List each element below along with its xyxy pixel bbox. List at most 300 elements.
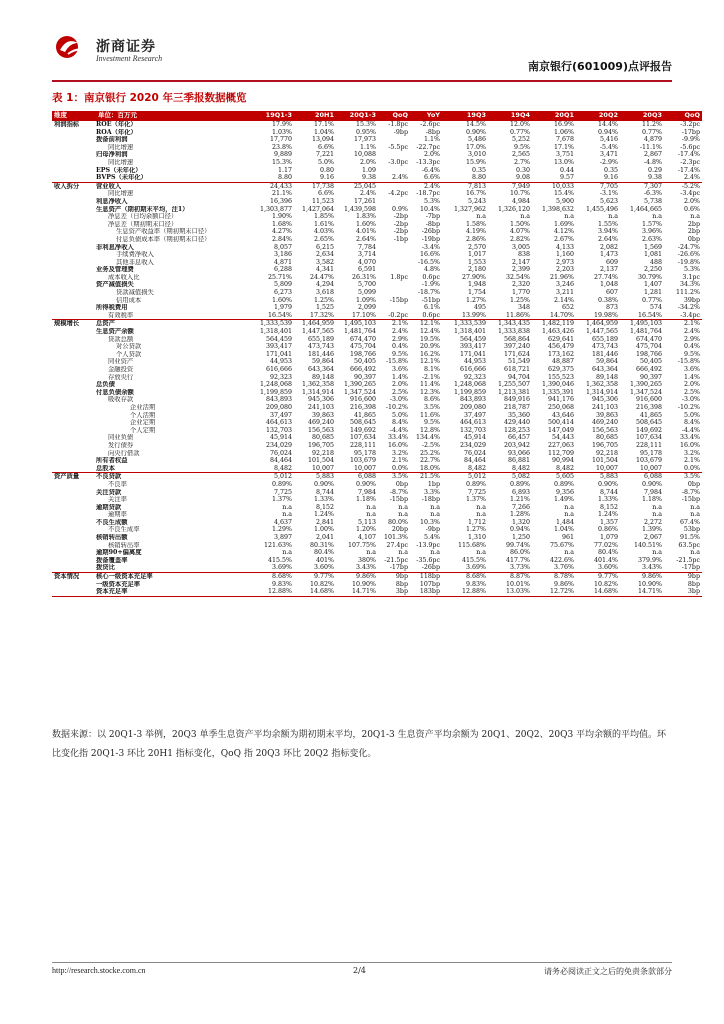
table-cell: 1,199,859 <box>259 388 292 396</box>
table-cell: 3.76% <box>553 564 574 572</box>
table-cell: 6,215 <box>315 243 334 251</box>
table-cell: -1.9% <box>421 281 440 289</box>
section-label <box>52 289 96 297</box>
table-cell: -34.2% <box>677 304 700 312</box>
table-row <box>52 526 702 534</box>
table-cell: -26bp <box>421 564 440 572</box>
table-cell: 11,523 <box>311 197 334 205</box>
table-cell: 33.4% <box>387 434 408 442</box>
table-cell: 250,068 <box>547 403 574 411</box>
table-cell: 1.37% <box>271 496 292 504</box>
section-label <box>52 343 96 351</box>
section-label <box>52 213 96 221</box>
data-table-container <box>52 111 700 597</box>
table-cell: 3.96% <box>641 228 662 236</box>
row-label: 拨备覆盖率 <box>96 556 128 564</box>
page-header <box>52 22 672 77</box>
table-cell: 181,446 <box>307 350 334 358</box>
table-cell: 574 <box>649 304 662 312</box>
table-cell <box>378 244 410 252</box>
table-cell: 1.27% <box>465 526 486 534</box>
table-cell: 228,111 <box>349 441 376 449</box>
table-row <box>52 473 702 481</box>
table-row <box>52 588 702 596</box>
table-cell: 0.6pc <box>422 311 440 319</box>
table-cell: 9.77% <box>576 573 620 581</box>
row-label: 关注率 <box>108 496 127 504</box>
table-cell: 2.5% <box>684 388 700 396</box>
table-cell: -3.4% <box>421 243 440 251</box>
table-cell: 1,314,914 <box>585 388 618 396</box>
table-cell: 1,335,391 <box>541 388 574 396</box>
table-cell: 508,645 <box>349 419 376 427</box>
row-label: ROE（年化） <box>96 121 137 128</box>
table-cell: 2.0% <box>684 381 700 389</box>
table-cell: 209,080 <box>265 403 292 411</box>
table-cell: 2.1% <box>378 320 410 328</box>
table-cell: 1,407 <box>643 281 662 289</box>
table-cell: 1.49% <box>553 496 574 504</box>
table-cell: 1.33% <box>313 496 334 504</box>
table-cell: 45,914 <box>269 434 292 442</box>
table-cell: 17.1% <box>313 121 334 128</box>
section-label <box>52 465 96 473</box>
table-cell: -2bp <box>393 220 408 228</box>
table-cell <box>378 151 410 159</box>
table-cell: 8.80 <box>471 174 486 182</box>
table-cell: 9.5% <box>684 350 700 358</box>
section-label <box>52 167 96 175</box>
table-cell: 19.98% <box>593 311 618 319</box>
table-cell: 20.9% <box>419 343 440 351</box>
table-cell: n.a <box>282 511 292 519</box>
table-cell: -2.9% <box>599 158 618 166</box>
table-row <box>52 358 702 366</box>
table-cell: 8,482 <box>273 464 292 472</box>
table-cell: 1.60% <box>271 296 292 304</box>
table-cell: 9.77% <box>294 573 336 581</box>
table-cell: 7,221 <box>315 151 334 159</box>
table-cell: 66,457 <box>507 434 530 442</box>
table-cell: 7,725 <box>273 488 292 496</box>
table-cell: -18.7pc <box>416 190 440 198</box>
table-cell: 15.9% <box>465 158 486 166</box>
table-cell: 1,447,565 <box>585 328 618 336</box>
row-label: 向央行借款 <box>108 449 140 457</box>
table-cell: 12.3% <box>419 388 440 396</box>
table-cell: 1.29% <box>271 526 292 534</box>
row-label: 总资产 <box>96 320 252 328</box>
table-cell: 0.90% <box>597 480 618 488</box>
table-cell <box>378 198 410 206</box>
row-label: 手续费净收入 <box>116 251 154 259</box>
table-cell: 43,646 <box>551 411 574 419</box>
table-cell: 1.90% <box>271 213 292 221</box>
table-cell: -1bp <box>393 235 408 243</box>
table-cell: 8,152 <box>315 503 334 511</box>
table-cell: 35,360 <box>507 411 530 419</box>
section-label <box>52 549 96 557</box>
column-header: 单位：百万元 <box>96 111 252 121</box>
table-row <box>52 511 702 519</box>
table-cell: 2.84% <box>271 235 292 243</box>
table-cell: 16.6% <box>419 251 440 259</box>
table-cell: 37,497 <box>463 411 486 419</box>
table-cell: 0.89% <box>509 480 530 488</box>
table-cell: 7,725 <box>467 488 486 496</box>
table-cell: -17bp <box>681 564 700 572</box>
table-cell: 1.8pc <box>390 273 408 281</box>
table-cell: 90,994 <box>551 457 574 465</box>
table-cell: 24,433 <box>252 182 294 190</box>
row-label: 同比增速 <box>108 143 134 151</box>
table-cell: 1.55% <box>597 220 618 228</box>
table-cell: 2,137 <box>599 266 618 274</box>
row-label: 利息净收入 <box>96 197 128 205</box>
table-cell: 3.60% <box>597 564 618 572</box>
table-cell: 464,613 <box>459 419 486 427</box>
column-header: 19Q3 <box>442 111 488 121</box>
table-cell: 568,864 <box>503 335 530 343</box>
table-cell: 5.4% <box>424 534 440 542</box>
table-cell: n.a <box>476 503 486 511</box>
table-cell: 10.01% <box>505 580 530 588</box>
table-cell: 5,416 <box>599 136 618 144</box>
table-cell: 12.72% <box>532 588 576 596</box>
table-cell: 8.80 <box>277 174 292 182</box>
table-cell <box>378 167 410 175</box>
table-cell <box>378 281 410 289</box>
table-cell: 9.38 <box>361 174 376 182</box>
table-cell: 1.37% <box>465 496 486 504</box>
section-label <box>52 304 96 312</box>
table-row <box>52 251 702 259</box>
table-cell <box>378 136 410 144</box>
table-cell: 1.4% <box>392 373 408 381</box>
table-cell: 8,482 <box>467 464 486 472</box>
table-cell: n.a <box>430 511 440 519</box>
table-cell: 643,364 <box>591 366 618 373</box>
table-cell: -2.3pc <box>680 158 700 166</box>
table-cell: 112,709 <box>547 449 574 457</box>
table-cell: 101.3% <box>383 534 408 542</box>
table-cell: 7,307 <box>620 182 664 190</box>
table-cell: 9.86% <box>553 580 574 588</box>
table-cell: 241,103 <box>591 403 618 411</box>
table-cell: -17.4% <box>677 166 700 174</box>
table-cell: 8bp <box>687 580 700 588</box>
table-cell: -19bp <box>421 235 440 243</box>
table-cell: 216,398 <box>635 403 662 411</box>
table-cell: 1,482,119 <box>532 320 576 328</box>
table-cell: 234,029 <box>459 441 486 449</box>
table-cell: 3.73% <box>509 564 530 572</box>
section-label <box>52 404 96 412</box>
report-title: 南京银行(601009)点评报告 <box>528 60 672 73</box>
table-cell: -5.2% <box>664 182 702 190</box>
table-cell: 9.5% <box>514 143 530 151</box>
table-cell: 183bp <box>410 588 442 596</box>
table-cell: 21.5% <box>410 473 442 481</box>
table-cell: 53bp <box>683 526 700 534</box>
row-label: 总股本 <box>96 464 115 472</box>
column-header: QoQ <box>378 111 410 121</box>
section-label <box>52 564 96 572</box>
table-cell: 3.5% <box>378 473 410 481</box>
table-cell: 9bp <box>664 573 702 581</box>
table-cell: 2.14% <box>553 296 574 304</box>
table-cell: 6,088 <box>620 473 664 481</box>
table-cell: -13.3pc <box>416 158 440 166</box>
table-cell: 1.06% <box>553 128 574 136</box>
table-cell: 1.58% <box>465 220 486 228</box>
table-cell: 13.99% <box>461 311 486 319</box>
table-cell: 44,953 <box>269 358 292 366</box>
table-cell: 5.3% <box>424 197 440 205</box>
table-cell: 2.4% <box>392 174 408 182</box>
table-cell: -11.1% <box>639 143 662 151</box>
table-cell: 8.68% <box>252 573 294 581</box>
table-cell: 5,738 <box>643 197 662 205</box>
table-cell: 84,464 <box>269 457 292 465</box>
table-row <box>52 481 702 489</box>
table-cell: 5.0% <box>684 411 700 419</box>
table-cell: 1.24% <box>313 511 334 519</box>
row-label: 核销转出额 <box>96 534 128 542</box>
section-label <box>52 412 96 420</box>
table-cell: 9,889 <box>273 151 292 159</box>
table-cell: 3bp <box>378 588 410 596</box>
table-cell: 2bp <box>687 228 700 236</box>
table-cell: 4.07% <box>509 228 530 236</box>
row-label: 非利息净收入 <box>96 243 134 251</box>
table-cell: 84,464 <box>463 457 486 465</box>
table-cell: 101,504 <box>591 457 618 465</box>
table-cell: n.a <box>366 549 376 557</box>
table-cell: 107,634 <box>635 434 662 442</box>
table-cell: n.a <box>366 511 376 519</box>
column-header: 维度 <box>52 111 96 121</box>
table-row <box>52 206 702 214</box>
table-cell: 3.94% <box>597 228 618 236</box>
table-cell: 198,766 <box>635 350 662 358</box>
table-cell: 16.0% <box>387 441 408 449</box>
column-header: 20H1 <box>294 111 336 121</box>
table-cell: 181,446 <box>591 350 618 358</box>
table-cell: 2.64% <box>597 235 618 243</box>
table-cell: 1,343,435 <box>488 320 532 328</box>
table-cell: -26bp <box>421 228 440 236</box>
table-cell: 629,641 <box>547 335 574 343</box>
table-cell: 0.86% <box>597 526 618 534</box>
table-row <box>52 434 702 442</box>
table-cell: 1,464,665 <box>629 205 662 213</box>
table-cell: 10.4% <box>419 205 440 213</box>
table-cell: 9bp <box>378 573 410 581</box>
table-row <box>52 549 702 557</box>
table-cell: -3.0pc <box>388 158 408 166</box>
table-cell: -5.4% <box>599 143 618 151</box>
table-row <box>52 221 702 229</box>
section-label <box>52 374 96 382</box>
row-label: 一级资本充足率 <box>96 580 141 588</box>
table-cell: 14.70% <box>549 311 574 319</box>
table-cell: 18.0% <box>419 464 440 472</box>
table-cell: -35.6pc <box>416 556 440 564</box>
table-cell: 1,347,524 <box>629 388 662 396</box>
table-row <box>52 442 702 450</box>
section-label <box>52 274 96 282</box>
table-cell: 5,113 <box>357 518 376 526</box>
row-label: BVPS（未年化） <box>96 174 147 182</box>
row-label: 逾期90+偏离度 <box>96 549 142 557</box>
table-cell: 0.4% <box>392 343 408 351</box>
table-cell: 2,320 <box>511 281 530 289</box>
table-cell: -3.0% <box>389 396 408 404</box>
table-cell: 3,471 <box>599 151 618 159</box>
table-cell: 3.6% <box>684 366 700 373</box>
table-cell: 10.7% <box>509 190 530 198</box>
table-row <box>52 236 702 244</box>
table-cell: 80.31% <box>309 541 334 549</box>
table-cell <box>378 182 410 190</box>
section-label <box>52 526 96 534</box>
row-label: 生息资产收益率（期初期末口径） <box>116 228 211 236</box>
table-cell: 2.86% <box>465 235 486 243</box>
table-cell: 50,405 <box>353 358 376 366</box>
row-label: 核心一级资本充足率 <box>96 573 252 581</box>
table-cell: 1,160 <box>555 251 574 259</box>
section-label: 收入拆分 <box>52 182 96 190</box>
table-cell: 26.31% <box>351 273 376 281</box>
table-cell: 1.4% <box>684 373 700 381</box>
table-cell: 3,246 <box>555 281 574 289</box>
row-label: 成本收入比 <box>108 273 140 281</box>
table-cell: -0.2pc <box>388 311 408 319</box>
table-cell: 9.08 <box>515 174 530 182</box>
table-row <box>52 489 702 497</box>
column-header: 19Q4 <box>488 111 532 121</box>
row-label: 关注贷款 <box>96 488 122 496</box>
column-header: 19Q1-3 <box>252 111 294 121</box>
table-cell: 2,867 <box>643 151 662 159</box>
table-cell <box>378 259 410 267</box>
footer-url-link[interactable]: http://research.stocke.com.cn <box>52 966 146 975</box>
table-cell: 173,162 <box>547 350 574 358</box>
table-cell: 12.1% <box>419 358 440 366</box>
table-cell: 121.63% <box>263 541 292 549</box>
table-cell: 655,189 <box>307 335 334 343</box>
table-cell: 2,973 <box>555 258 574 266</box>
table-cell: 9.38 <box>647 174 662 182</box>
table-cell: 1.85% <box>313 213 334 221</box>
table-row <box>52 174 702 182</box>
table-cell: 1,362,358 <box>301 381 334 389</box>
table-cell: 0.90% <box>465 128 486 136</box>
table-cell: n.a <box>430 549 440 557</box>
table-cell: 2,634 <box>315 251 334 259</box>
table-cell: 9.86% <box>620 573 664 581</box>
table-row <box>52 136 702 144</box>
table-cell: 10,088 <box>353 151 376 159</box>
row-label: 不良生成额 <box>96 518 128 526</box>
table-cell: 3.43% <box>641 564 662 572</box>
row-label: 不良贷款 <box>96 473 252 481</box>
table-cell: 1,427,064 <box>301 205 334 213</box>
table-cell: 12.88% <box>252 588 294 596</box>
table-cell: 417.7% <box>505 556 530 564</box>
table-cell: 41,865 <box>639 411 662 419</box>
table-cell: 51,549 <box>507 358 530 366</box>
table-cell: 13.03% <box>488 588 532 596</box>
table-cell: n.a <box>520 213 530 221</box>
table-row <box>52 312 702 320</box>
table-cell: 1.21% <box>509 496 530 504</box>
table-cell: 216,398 <box>349 403 376 411</box>
row-label: 同业资产 <box>108 358 134 366</box>
table-cell: 1.61% <box>313 220 334 228</box>
row-label: 个人活期 <box>130 411 156 419</box>
table-cell: 90,397 <box>639 373 662 381</box>
table-cell: 1,079 <box>599 534 618 542</box>
table-cell: -1.8pc <box>388 121 408 128</box>
table-cell: 17,770 <box>269 136 292 144</box>
table-cell: 67.4% <box>679 518 700 526</box>
table-row <box>52 573 702 581</box>
table-cell: 11.4% <box>419 381 440 389</box>
table-cell: 415.5% <box>461 556 486 564</box>
table-cell: 1,255,507 <box>497 381 530 389</box>
row-label: 拨贷比 <box>96 564 115 572</box>
table-cell: 228,111 <box>635 441 662 449</box>
table-cell: 0bp <box>395 480 408 488</box>
section-label <box>52 396 96 404</box>
section-label <box>52 312 96 320</box>
table-cell: 12.1% <box>410 320 442 328</box>
table-cell: -4.4% <box>389 426 408 434</box>
section-label <box>52 206 96 214</box>
row-label: 资产减值损失 <box>96 281 134 289</box>
table-cell: 422.6% <box>549 556 574 564</box>
table-cell: 63.5pc <box>678 541 700 549</box>
table-cell: 1,495,103 <box>336 320 378 328</box>
table-cell: 8,482 <box>555 464 574 472</box>
table-cell: 3.2% <box>684 449 700 457</box>
table-cell: 24.47% <box>309 273 334 281</box>
table-body <box>52 121 702 596</box>
table-row <box>52 336 702 344</box>
table-cell: 21.1% <box>271 190 292 198</box>
table-cell: 34.3% <box>679 281 700 289</box>
table-cell: 6,088 <box>336 473 378 481</box>
table-header-row <box>52 111 702 121</box>
table-cell: 27.90% <box>461 273 486 281</box>
table-cell: 4,984 <box>511 197 530 205</box>
table-cell: 3.5% <box>424 403 440 411</box>
table-cell: 218,787 <box>503 403 530 411</box>
table-cell: 10.82% <box>309 580 334 588</box>
table-cell: 1,326,120 <box>497 205 530 213</box>
table-cell: 5,012 <box>442 473 488 481</box>
table-cell: 3,010 <box>467 151 486 159</box>
table-cell: 2.9% <box>684 335 700 343</box>
table-cell: 1.57% <box>641 220 662 228</box>
table-cell: 22.7% <box>419 457 440 465</box>
table-cell: 2.4% <box>410 182 442 190</box>
table-cell: -3.4pc <box>680 190 700 198</box>
table-cell: 86.0% <box>509 549 530 557</box>
table-cell: 1.1% <box>424 136 440 144</box>
